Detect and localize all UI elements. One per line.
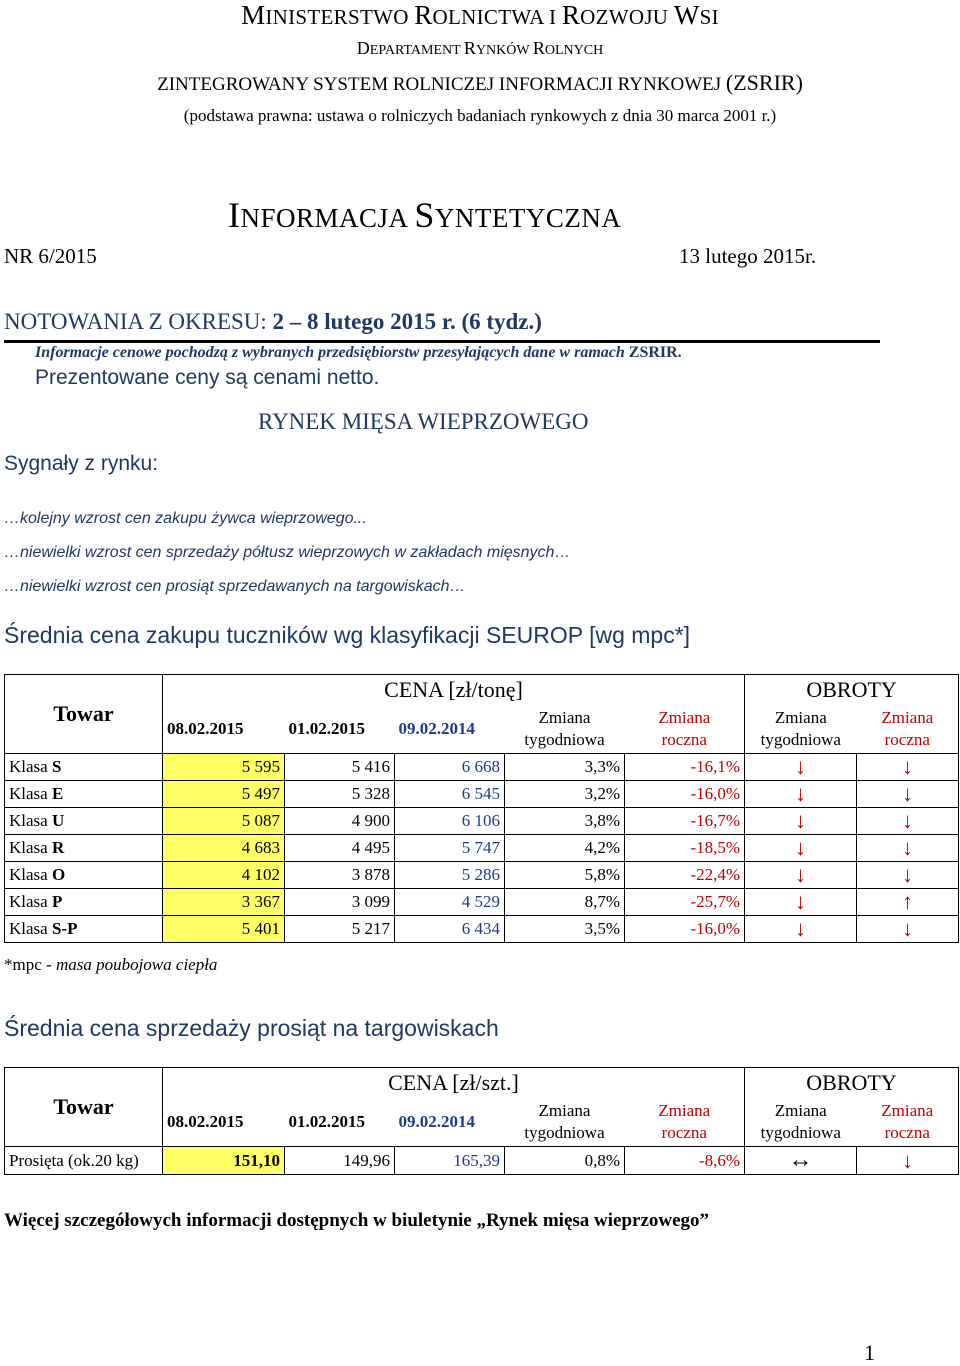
price-prev-year: 165,39 — [395, 1147, 505, 1175]
market-signal: …kolejny wzrost cen zakupu żywca wieprzowego... — [4, 510, 367, 527]
annual-change: -16,0% — [625, 916, 745, 943]
row-label: Klasa R — [5, 835, 163, 862]
header-obroty-annual: Zmiana roczna — [857, 705, 959, 754]
price-prev-year: 6 545 — [395, 781, 505, 808]
price-prev-week: 3 099 — [285, 889, 395, 916]
row-label: Klasa S-P — [5, 916, 163, 943]
price-prev-year: 4 529 — [395, 889, 505, 916]
price-current: 3 367 — [163, 889, 285, 916]
weekly-change: 8,7% — [505, 889, 625, 916]
price-prev-year: 6 668 — [395, 754, 505, 781]
weekly-change: 4,2% — [505, 835, 625, 862]
header-date-prev-week: 01.02.2015 — [285, 1098, 395, 1147]
price-current: 4 102 — [163, 862, 285, 889]
annual-change: -22,4% — [625, 862, 745, 889]
annual-change: -18,5% — [625, 835, 745, 862]
header-date-current: 08.02.2015 — [163, 1098, 285, 1147]
issue-date: 13 lutego 2015r. — [679, 244, 817, 268]
table-row — [5, 808, 959, 835]
price-prev-year: 6 434 — [395, 916, 505, 943]
table-row — [5, 1147, 959, 1175]
header-obroty-annual: Zmiana roczna — [857, 1098, 959, 1147]
header-annual-change: Zmiana roczna — [625, 1098, 745, 1147]
price-current: 5 087 — [163, 808, 285, 835]
header-date-prev-week: 01.02.2015 — [285, 705, 395, 754]
price-prev-year: 5 286 — [395, 862, 505, 889]
price-prev-week: 5 328 — [285, 781, 395, 808]
price-current: 4 683 — [163, 835, 285, 862]
row-label: Klasa E — [5, 781, 163, 808]
data-source-note: Informacje cenowe pochodzą z wybranych przedsiębiorstw przesyłających dane w ramach ZSRIR. — [35, 344, 682, 361]
page-number: 1 — [864, 1340, 875, 1365]
annual-change: -16,7% — [625, 808, 745, 835]
row-label: Klasa S — [5, 754, 163, 781]
table-row — [5, 889, 959, 916]
market-title: RYNEK MIĘSA WIEPRZOWEGO — [258, 409, 589, 434]
piglet-price-section-title: Średnia cena sprzedaży prosiąt na targowiskach — [4, 1015, 499, 1041]
pig-price-table — [4, 674, 959, 943]
market-signal: …niewielki wzrost cen sprzedaży półtusz wieprzowych w zakładach mięsnych… — [4, 544, 571, 561]
obroty-annual-arrow-icon: ↓ — [857, 862, 959, 889]
header-date-prev-year: 09.02.2014 — [395, 1098, 505, 1147]
obroty-annual-arrow-icon: ↓ — [857, 1147, 959, 1175]
header-towar: Towar — [5, 1068, 163, 1147]
header-weekly-change: Zmiana tygodniowa — [505, 1098, 625, 1147]
more-info-note: Więcej szczegółowych informacji dostępnych w biuletynie „Rynek mięsa wieprzowego” — [4, 1210, 710, 1231]
weekly-change: 0,8% — [505, 1147, 625, 1175]
price-current: 5 595 — [163, 754, 285, 781]
price-prev-week: 149,96 — [285, 1147, 395, 1175]
period-divider — [4, 340, 880, 343]
obroty-weekly-arrow-icon: ↓ — [745, 781, 857, 808]
document-title: INFORMACJA SYNTETYCZNA — [228, 195, 622, 235]
price-current: 5 497 — [163, 781, 285, 808]
annual-change: -8,6% — [625, 1147, 745, 1175]
legal-basis: (podstawa prawna: ustawa o rolniczych badaniach rynkowych z dnia 30 marca 2001 r.) — [183, 106, 777, 125]
header-obroty-weekly: Zmiana tygodniowa — [745, 705, 857, 754]
obroty-weekly-arrow-icon: ↓ — [745, 862, 857, 889]
header-obroty: OBROTY — [745, 675, 959, 706]
obroty-annual-arrow-icon: ↓ — [857, 754, 959, 781]
table-row — [5, 916, 959, 943]
table-row — [5, 862, 959, 889]
header-date-current: 08.02.2015 — [163, 705, 285, 754]
price-prev-week: 5 416 — [285, 754, 395, 781]
row-label: Klasa P — [5, 889, 163, 916]
pig-price-section-title: Średnia cena zakupu tuczników wg klasyfikacji SEUROP [wg mpc*] — [4, 622, 691, 648]
obroty-annual-arrow-icon: ↓ — [857, 916, 959, 943]
price-prev-year: 6 106 — [395, 808, 505, 835]
table-row — [5, 835, 959, 862]
net-price-note: Prezentowane ceny są cenami netto. — [35, 366, 380, 389]
header-date-prev-year: 09.02.2014 — [395, 705, 505, 754]
header-cena: CENA [zł/tonę] — [163, 675, 745, 706]
weekly-change: 3,3% — [505, 754, 625, 781]
obroty-annual-arrow-icon: ↑ — [857, 889, 959, 916]
ministry-name: MINISTERSTWO ROLNICTWA I ROZWOJU WSI — [241, 0, 719, 30]
row-label: Klasa O — [5, 862, 163, 889]
obroty-weekly-arrow-icon: ↓ — [745, 916, 857, 943]
weekly-change: 3,2% — [505, 781, 625, 808]
market-signal: …niewielki wzrost cen prosiąt sprzedawanych na targowiskach… — [4, 578, 466, 595]
price-prev-week: 3 878 — [285, 862, 395, 889]
annual-change: -25,7% — [625, 889, 745, 916]
row-label: Klasa U — [5, 808, 163, 835]
obroty-weekly-arrow-icon: ↓ — [745, 835, 857, 862]
price-prev-year: 5 747 — [395, 835, 505, 862]
obroty-weekly-arrow-icon: ↓ — [745, 889, 857, 916]
signals-label: Sygnały z rynku: — [4, 452, 159, 475]
header-cena: CENA [zł/szt.] — [163, 1068, 745, 1099]
obroty-weekly-arrow-icon: ↓ — [745, 808, 857, 835]
weekly-change: 5,8% — [505, 862, 625, 889]
annual-change: -16,1% — [625, 754, 745, 781]
mpc-footnote: *mpc - masa poubojowa ciepła — [4, 955, 218, 974]
department-name: DEPARTAMENT RYNKÓW ROLNYCH — [356, 38, 604, 58]
price-current: 151,10 — [163, 1147, 285, 1175]
price-prev-week: 5 217 — [285, 916, 395, 943]
row-label: Prosięta (ok.20 kg) — [5, 1147, 163, 1175]
weekly-change: 3,5% — [505, 916, 625, 943]
price-prev-week: 4 900 — [285, 808, 395, 835]
obroty-weekly-arrow-icon: ↓ — [745, 754, 857, 781]
price-prev-week: 4 495 — [285, 835, 395, 862]
obroty-annual-arrow-icon: ↓ — [857, 835, 959, 862]
system-title: ZINTEGROWANY SYSTEM ROLNICZEJ INFORMACJI RYNKOWEJ (ZSRIR) — [157, 70, 803, 95]
obroty-annual-arrow-icon: ↓ — [857, 781, 959, 808]
reporting-period: NOTOWANIA Z OKRESU: 2 – 8 lutego 2015 r. (6 tydz.) — [4, 309, 542, 334]
table-row — [5, 781, 959, 808]
annual-change: -16,0% — [625, 781, 745, 808]
issue-number: NR 6/2015 — [4, 244, 97, 268]
obroty-annual-arrow-icon: ↓ — [857, 808, 959, 835]
price-current: 5 401 — [163, 916, 285, 943]
header-obroty: OBROTY — [745, 1068, 959, 1099]
header-towar: Towar — [5, 675, 163, 754]
piglet-price-table — [4, 1067, 959, 1175]
weekly-change: 3,8% — [505, 808, 625, 835]
header-annual-change: Zmiana roczna — [625, 705, 745, 754]
header-weekly-change: Zmiana tygodniowa — [505, 705, 625, 754]
header-obroty-weekly: Zmiana tygodniowa — [745, 1098, 857, 1147]
obroty-weekly-arrow-icon: ↔ — [745, 1147, 857, 1175]
table-row — [5, 754, 959, 781]
